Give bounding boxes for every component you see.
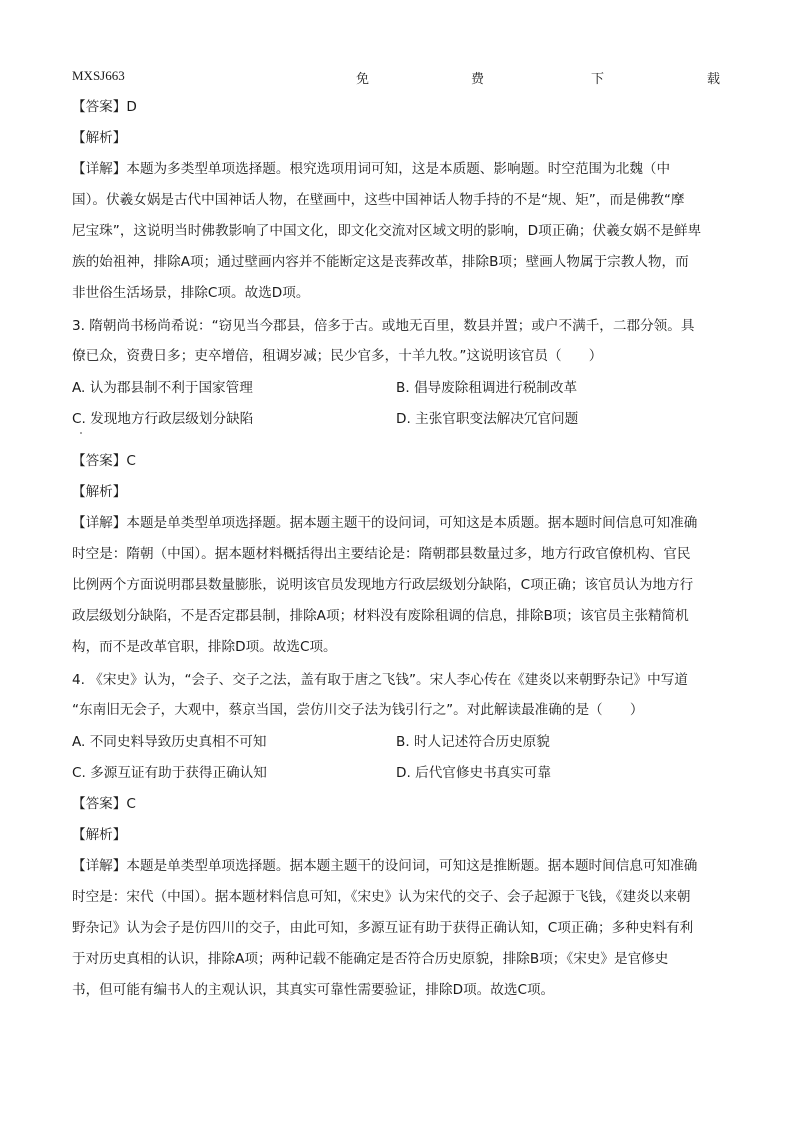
q4-option-d: D. 后代官修史书真实可靠 (396, 765, 552, 781)
header-char-4: 载 (707, 72, 721, 87)
q4-detail-line: 【详解】本题是单类型单项选择题。据本题主题干的设问词，可知这是推断题。据本题时间信息可知准确 (72, 858, 698, 874)
q3-detail-line: 【详解】本题是单类型单项选择题。据本题主题干的设问词，可知这是本质题。据本题时间信息可知准确 (72, 515, 698, 531)
q3-detail-line: 时空是：隋朝（中国）。据本题材料概括得出主要结论是：隋朝郡县数量过多，地方行政官僚机构、官民 (72, 546, 691, 562)
q4-detail-line: 野杂记》认为会子是仿四川的交子，由此可知，多源互证有助于获得正确认知，C项正确；多种史料有利 (72, 920, 694, 936)
header-code: MXSJ663 (72, 68, 125, 83)
q2-answer: 【答案】D (72, 99, 137, 115)
q4-stem-line: 4. 《宋史》认为，“会子、交子之法，盖有取于唐之飞钱”。宋人李心传在《建炎以来朝野杂记》中写道 (72, 672, 688, 688)
q3-stem-line: 僚已众，资费日多；吏卒增倍，租调岁减；民少官多，十羊九牧。”这说明该官员（ ） (72, 348, 603, 364)
header-char-2: 费 (471, 72, 485, 87)
q3-stem-line: 3. 隋朝尚书杨尚希说：“窃见当今郡县，倍多于古。或地无百里，数县并置；或户不满千，二郡分领。具 (72, 318, 695, 334)
q4-analysis-heading: 【解析】 (72, 827, 127, 843)
header-char-1: 免 (356, 72, 370, 87)
q3-detail-line: 比例两个方面说明郡县数量膨胀，说明该官员发现地方行政层级划分缺陷，C项正确；该官员认为地方行 (72, 577, 694, 593)
q3-option-a: A. 认为郡县制不利于国家管理 (72, 380, 253, 396)
q4-detail-line: 书，但可能有编书人的主观认识，其真实可靠性需要验证，排除D项。故选C项。 (72, 982, 555, 998)
q2-detail-line: 尼宝珠”，这说明当时佛教影响了中国文化，即文化交流对区域文明的影响，D项正确；伏羲女娲不是鲜卑 (72, 223, 702, 239)
q3-option-c: C. 发现地方行政层级划分缺陷 (72, 411, 254, 427)
q4-answer: 【答案】C (72, 796, 136, 812)
q4-detail-line: 于对历史真相的认识，排除A项；两种记载不能确定是否符合历史原貌，排除B项；《宋史》是官修史 (72, 951, 669, 967)
q4-option-a: A. 不同史料导致历史真相不可知 (72, 734, 267, 750)
q3-analysis-heading: 【解析】 (72, 484, 127, 500)
q3-detail-line: 构，而不是改革官职，排除D项。故选C项。 (72, 639, 337, 655)
q4-option-b: B. 时人记述符合历史原貌 (396, 734, 550, 750)
q3-detail-line: 政层级划分缺陷，不是否定郡县制，排除A项；材料没有废除租调的信息，排除B项；该官员主张精简机 (72, 608, 689, 624)
q2-detail-line: 非世俗生活场景，排除C项。故选D项。 (72, 285, 310, 301)
header-char-3: 下 (591, 72, 605, 87)
q2-detail-line: 族的始祖神，排除A项；通过壁画内容并不能断定这是丧葬改革，排除B项；壁画人物属于宗教人物，而 (72, 254, 689, 270)
q3-answer: 【答案】C (72, 453, 136, 469)
q4-option-c: C. 多源互证有助于获得正确认知 (72, 765, 267, 781)
q2-detail-line: 国）。伏羲女娲是古代中国神话人物，在壁画中，这些中国神话人物手持的不是“规、矩”，而是佛教“摩 (72, 192, 685, 208)
page-header (72, 68, 722, 86)
q2-detail-line: 【详解】本题为多类型单项选择题。根究选项用词可知，这是本质题、影响题。时空范围为北魏（中 (72, 161, 671, 177)
q3-option-b: B. 倡导废除租调进行税制改革 (396, 380, 578, 396)
q2-analysis-heading: 【解析】 (72, 130, 127, 146)
stray-dot (80, 432, 82, 434)
q3-option-d: D. 主张官职变法解决冗官问题 (396, 411, 579, 427)
q4-stem-line: “东南旧无会子，大观中，蔡京当国，尝仿川交子法为钱引行之”。对此解读最准确的是（ ） (72, 702, 644, 718)
q4-detail-line: 时空是：宋代（中国）。据本题材料信息可知，《宋史》认为宋代的交子、会子起源于飞钱，《建炎以来朝 (72, 889, 691, 905)
